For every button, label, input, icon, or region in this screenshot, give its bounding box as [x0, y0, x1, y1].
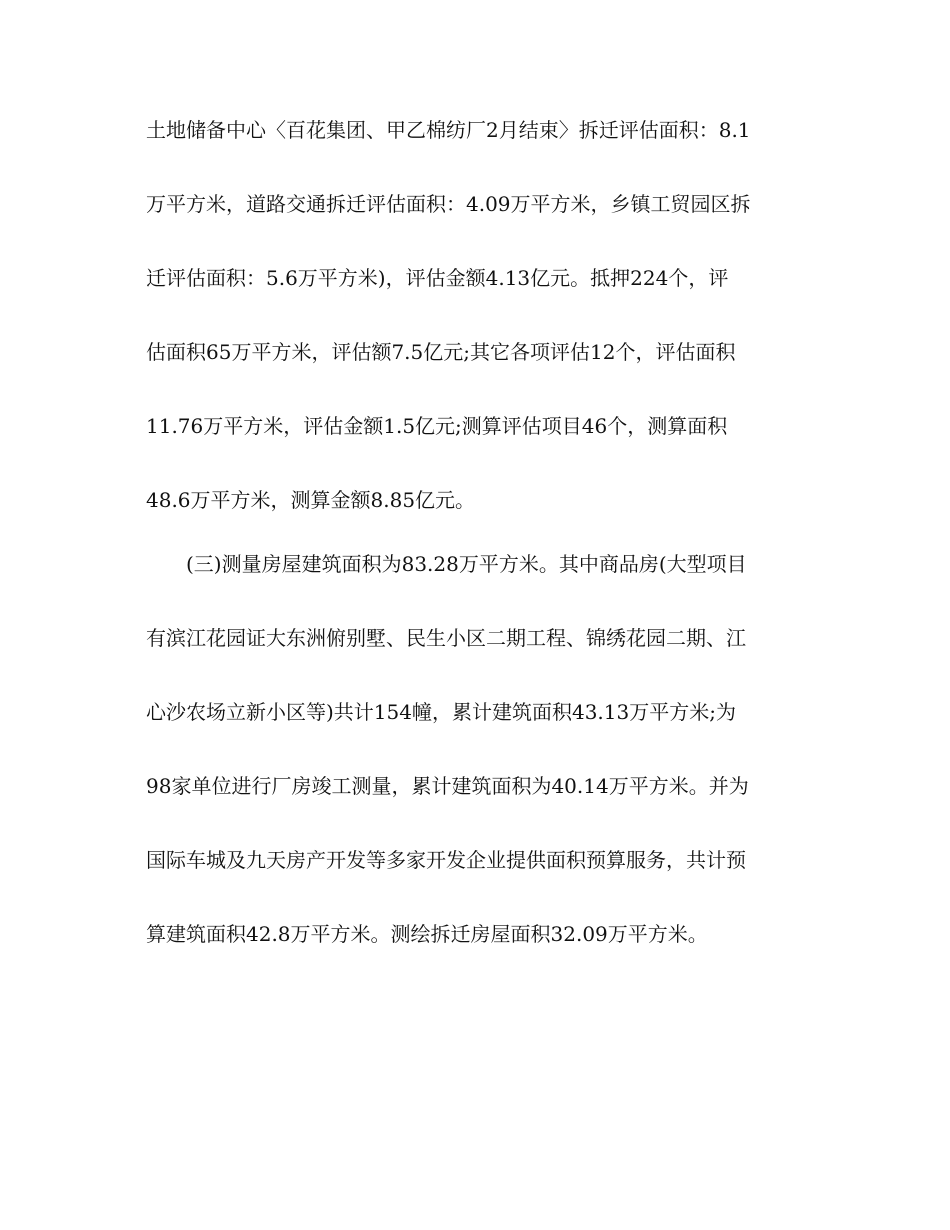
paragraph-1: [146, 120, 806, 510]
paragraph-line: 算建筑面积42.8万平方米。测绘拆迁房屋面积32.09万平方米。: [146, 922, 708, 946]
paragraph-line: 98家单位进行厂房竣工测量，累计建筑面积为40.14万平方米。并为: [146, 774, 749, 798]
paragraph-line: 估面积65万平方米，评估额7.5亿元;其它各项评估12个，评估面积: [146, 340, 736, 364]
paragraph-line: 心沙农场立新小区等)共计154幢，累计建筑面积43.13万平方米;为: [146, 700, 736, 724]
paragraph-line: 迁评估面积：5.6万平方米)，评估金额4.13亿元。抵押224个，评: [146, 266, 729, 290]
paragraph-line: 有滨江花园证大东洲俯别墅、民生小区二期工程、锦绣花园二期、江: [146, 626, 746, 650]
paragraph-line: 土地储备中心〈百花集团、甲乙棉纺厂2月结束〉拆迁评估面积：8.1: [146, 118, 751, 142]
paragraph-line: 48.6万平方米，测算金额8.85亿元。: [146, 488, 476, 512]
paragraph-line: 万平方米，道路交通拆迁评估面积：4.09万平方米，乡镇工贸园区拆: [146, 192, 751, 216]
paragraph-line: 11.76万平方米，评估金额1.5亿元;测算评估项目46个，测算面积: [146, 414, 728, 438]
paragraph-line: 国际车城及九天房产开发等多家开发企业提供面积预算服务，共计预: [146, 848, 746, 872]
paragraph-line: (三)测量房屋建筑面积为83.28万平方米。其中商品房(大型项目: [186, 552, 747, 576]
paragraph-2: [146, 554, 806, 944]
document-body: [146, 120, 806, 998]
